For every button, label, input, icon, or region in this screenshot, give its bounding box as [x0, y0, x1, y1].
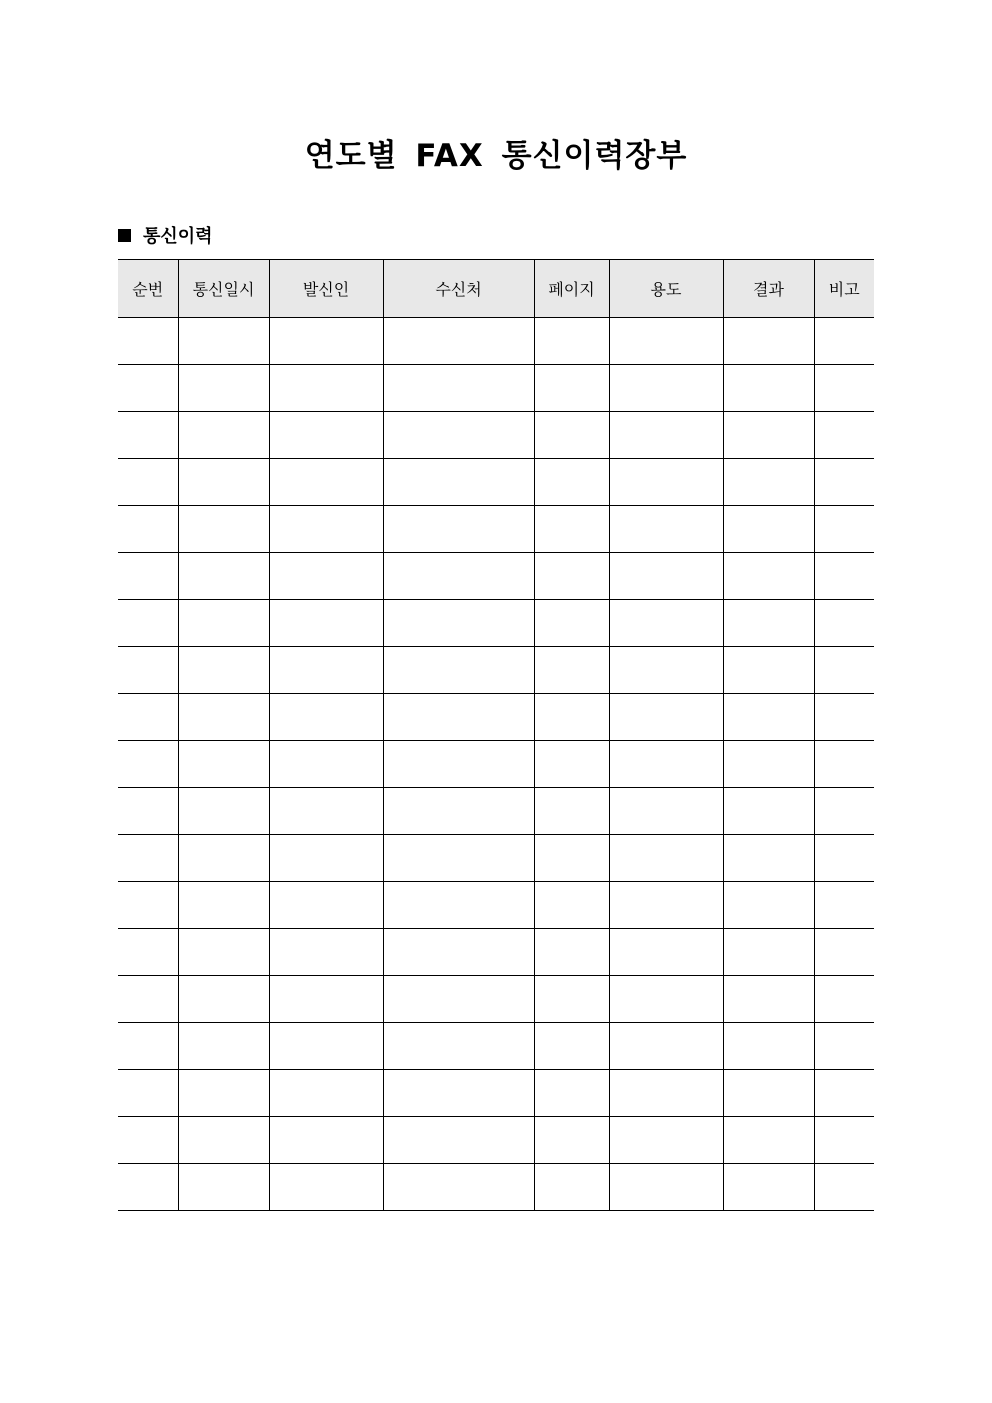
table-cell — [118, 318, 178, 365]
table-cell — [269, 1164, 383, 1211]
table-cell — [723, 976, 814, 1023]
table-cell — [723, 600, 814, 647]
table-cell — [814, 1070, 874, 1117]
column-header-recipient: 수신처 — [383, 260, 534, 318]
table-row — [118, 835, 874, 882]
table-cell — [814, 1164, 874, 1211]
column-header-result: 결과 — [723, 260, 814, 318]
table-row — [118, 741, 874, 788]
table-cell — [269, 1023, 383, 1070]
table-body — [118, 318, 874, 1211]
table-cell — [534, 882, 609, 929]
table-cell — [534, 647, 609, 694]
table-cell — [609, 929, 723, 976]
table-cell — [383, 506, 534, 553]
table-row — [118, 976, 874, 1023]
table-cell — [534, 1023, 609, 1070]
table-cell — [723, 882, 814, 929]
table-cell — [269, 412, 383, 459]
filled-square-icon — [118, 229, 131, 242]
table-cell — [178, 694, 269, 741]
table-cell — [269, 788, 383, 835]
table-cell — [118, 553, 178, 600]
table-cell — [383, 1023, 534, 1070]
table-cell — [269, 318, 383, 365]
table-cell — [723, 694, 814, 741]
table-cell — [723, 788, 814, 835]
table-cell — [269, 553, 383, 600]
section-heading-label: 통신이력 — [143, 226, 213, 247]
table-cell — [534, 412, 609, 459]
table-cell — [609, 1117, 723, 1164]
table-row — [118, 412, 874, 459]
table-cell — [534, 788, 609, 835]
table-cell — [178, 976, 269, 1023]
table-cell — [534, 835, 609, 882]
table-cell — [534, 1164, 609, 1211]
table-cell — [178, 412, 269, 459]
table-cell — [723, 318, 814, 365]
column-header-purpose: 용도 — [609, 260, 723, 318]
table-cell — [269, 741, 383, 788]
table-cell — [534, 318, 609, 365]
table-cell — [723, 741, 814, 788]
table-cell — [178, 365, 269, 412]
table-row — [118, 1070, 874, 1117]
table-cell — [609, 647, 723, 694]
table-cell — [723, 647, 814, 694]
table-cell — [269, 459, 383, 506]
table-row — [118, 600, 874, 647]
table-cell — [178, 1070, 269, 1117]
table-cell — [178, 1023, 269, 1070]
table-cell — [534, 741, 609, 788]
table-cell — [118, 929, 178, 976]
table-cell — [723, 459, 814, 506]
table-row — [118, 929, 874, 976]
table-cell — [814, 506, 874, 553]
table-cell — [178, 1117, 269, 1164]
table-cell — [383, 835, 534, 882]
table-cell — [269, 506, 383, 553]
table-cell — [383, 318, 534, 365]
table-cell — [178, 929, 269, 976]
table-cell — [609, 365, 723, 412]
table-cell — [118, 1164, 178, 1211]
table-cell — [609, 553, 723, 600]
column-header-datetime: 통신일시 — [178, 260, 269, 318]
table-cell — [814, 882, 874, 929]
table-cell — [118, 600, 178, 647]
table-row — [118, 459, 874, 506]
table-cell — [814, 976, 874, 1023]
table-cell — [814, 318, 874, 365]
table-cell — [383, 600, 534, 647]
table-cell — [383, 1164, 534, 1211]
table-row — [118, 506, 874, 553]
table-row — [118, 553, 874, 600]
table-cell — [723, 506, 814, 553]
table-cell — [723, 929, 814, 976]
table-cell — [534, 459, 609, 506]
page-title: 연도별 FAX 통신이력장부 — [304, 138, 688, 174]
table-cell — [534, 929, 609, 976]
table-cell — [609, 694, 723, 741]
column-header-seq: 순번 — [118, 260, 178, 318]
table-cell — [383, 553, 534, 600]
table-cell — [118, 506, 178, 553]
table-cell — [534, 1117, 609, 1164]
table-cell — [118, 412, 178, 459]
table-cell — [383, 412, 534, 459]
table-cell — [609, 1164, 723, 1211]
table-cell — [118, 976, 178, 1023]
table-cell — [723, 1023, 814, 1070]
table-cell — [118, 459, 178, 506]
table-cell — [118, 1117, 178, 1164]
table-cell — [178, 788, 269, 835]
table-cell — [814, 741, 874, 788]
table-cell — [609, 1070, 723, 1117]
table-cell — [269, 694, 383, 741]
table-cell — [723, 1117, 814, 1164]
table-cell — [178, 647, 269, 694]
table-cell — [723, 835, 814, 882]
table-cell — [269, 835, 383, 882]
table-cell — [118, 882, 178, 929]
table-cell — [723, 412, 814, 459]
table-cell — [269, 647, 383, 694]
table-cell — [534, 553, 609, 600]
table-row — [118, 882, 874, 929]
table-row — [118, 365, 874, 412]
table-cell — [609, 882, 723, 929]
table-cell — [534, 506, 609, 553]
table-cell — [814, 647, 874, 694]
table-cell — [609, 412, 723, 459]
table-cell — [383, 741, 534, 788]
table-cell — [269, 929, 383, 976]
table-cell — [534, 694, 609, 741]
table-cell — [383, 882, 534, 929]
table-cell — [269, 976, 383, 1023]
table-cell — [609, 976, 723, 1023]
table-cell — [383, 788, 534, 835]
table-row — [118, 318, 874, 365]
table-cell — [383, 1117, 534, 1164]
table-cell — [383, 1070, 534, 1117]
table-row — [118, 647, 874, 694]
table-cell — [814, 788, 874, 835]
table-cell — [178, 835, 269, 882]
table-cell — [118, 788, 178, 835]
table-cell — [814, 1023, 874, 1070]
table-cell — [178, 459, 269, 506]
table-cell — [269, 600, 383, 647]
table-cell — [609, 318, 723, 365]
column-header-sender: 발신인 — [269, 260, 383, 318]
table-row — [118, 1164, 874, 1211]
table-cell — [118, 1070, 178, 1117]
table-row — [118, 1117, 874, 1164]
table-row — [118, 788, 874, 835]
table-cell — [609, 788, 723, 835]
section-heading — [118, 222, 213, 248]
table-cell — [118, 741, 178, 788]
table-cell — [814, 929, 874, 976]
table-cell — [534, 365, 609, 412]
table-cell — [814, 459, 874, 506]
table-cell — [178, 882, 269, 929]
table-cell — [609, 600, 723, 647]
table-cell — [383, 694, 534, 741]
table-cell — [269, 365, 383, 412]
table-cell — [118, 365, 178, 412]
table-cell — [118, 1023, 178, 1070]
table-row — [118, 694, 874, 741]
table-cell — [814, 1117, 874, 1164]
table-cell — [534, 600, 609, 647]
table-cell — [118, 647, 178, 694]
table-cell — [118, 694, 178, 741]
table-cell — [814, 412, 874, 459]
table-cell — [178, 318, 269, 365]
table-cell — [383, 459, 534, 506]
table-cell — [178, 1164, 269, 1211]
table-cell — [383, 647, 534, 694]
table-cell — [814, 835, 874, 882]
table-row — [118, 1023, 874, 1070]
table-cell — [609, 1023, 723, 1070]
table-cell — [534, 976, 609, 1023]
column-header-remarks: 비고 — [814, 260, 874, 318]
table-cell — [723, 1070, 814, 1117]
table-cell — [814, 600, 874, 647]
table-cell — [178, 506, 269, 553]
table-header-row — [118, 260, 874, 318]
table-cell — [383, 976, 534, 1023]
table-cell — [269, 1070, 383, 1117]
table-cell — [814, 365, 874, 412]
table-cell — [609, 741, 723, 788]
table-cell — [178, 553, 269, 600]
column-header-pages: 페이지 — [534, 260, 609, 318]
table-cell — [723, 553, 814, 600]
table-cell — [534, 1070, 609, 1117]
table-cell — [118, 835, 178, 882]
table-cell — [383, 365, 534, 412]
table-cell — [609, 506, 723, 553]
table-cell — [383, 929, 534, 976]
table-cell — [723, 1164, 814, 1211]
table-cell — [814, 553, 874, 600]
table-cell — [178, 741, 269, 788]
table-cell — [814, 694, 874, 741]
table-cell — [269, 882, 383, 929]
table-cell — [178, 600, 269, 647]
table-cell — [723, 365, 814, 412]
table-cell — [609, 835, 723, 882]
table-cell — [269, 1117, 383, 1164]
table-cell — [609, 459, 723, 506]
fax-log-table — [118, 259, 874, 1211]
